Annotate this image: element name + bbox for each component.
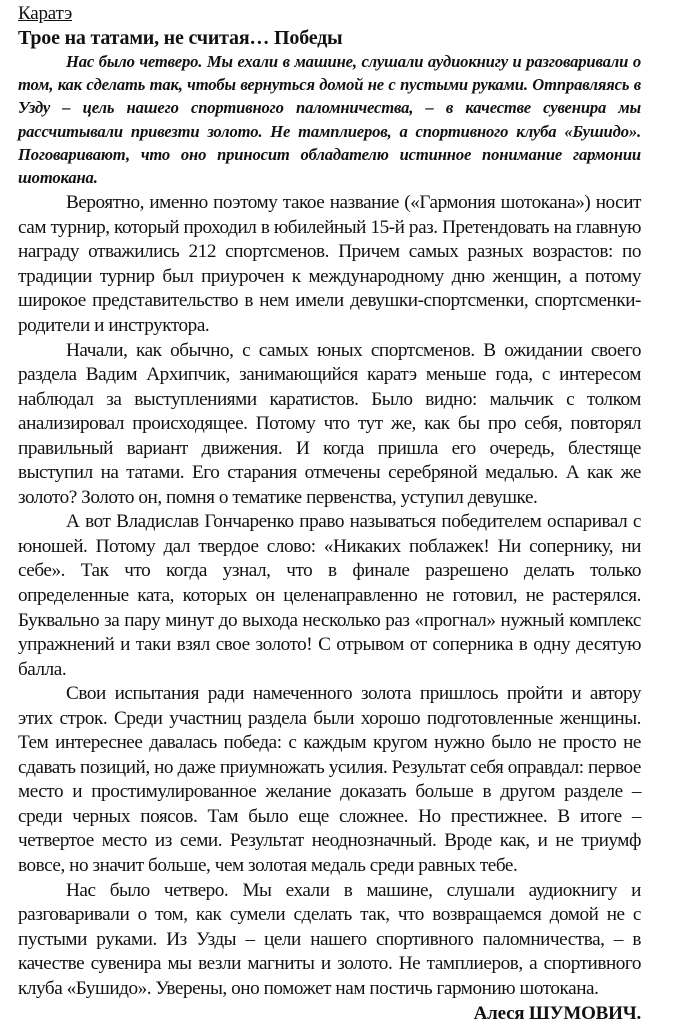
article [18, 0, 641, 1027]
article-lede: Нас было четверо. Мы ехали в машине, слушали аудиокнигу и разговаривали о том, как сделать так, чтобы вернуться домой не с пустыми руками. Отправляясь в Узду – цель нашего спортивного паломничества, – в качестве сувенира мы рассчитывали привезти золото. Не тамплиеров, а спортивного клуба «Бушидо». Поговаривают, что оно приносит обладателю истинное понимание гармонии шотокана. [18, 52, 641, 188]
article-paragraph: А вот Владислав Гончаренко право называться победителем оспаривал с юношей. Потому дал твердое слово: «Никаких поблажек! Ни сопернику, ни себе». Так что когда узнал, что в финале разрешено делать только определенные ката, которых он целенаправленно не готовил, не растерялся. Буквально за пару минут до выхода несколько раз «прогнал» нужный комплекс упражнений и таки взял свое золото! С отрывом от соперника в одну десятую балла. [18, 511, 641, 680]
article-title: Трое на татами, не считая… Победы [18, 27, 343, 49]
article-paragraph: Вероятно, именно поэтому такое название («Гармония шотокана») носит сам турнир, который проходил в юбилейный 15-й раз. Претендовать на главную награду отважились 212 спортсменов. Причем самых разных возрастов: по традиции турнир был приурочен к международному дню женщин, а потому широкое представительство в нем имели девушки-спортсменки, спортсменки-родители и инструктора. [18, 192, 641, 336]
author-signature: Алеся ШУМОВИЧ. [473, 1003, 641, 1025]
rubric-label: Каратэ [18, 3, 73, 24]
article-paragraph: Свои испытания ради намеченного золота пришлось пройти и автору этих строк. Среди участниц раздела были хорошо подготовленные женщины. Тем интереснее давалась победа: с каждым кругом нужно было не просто не сдавать позиций, но даже приумножать усилия. Результат себя оправдал: первое место и простимулированное желание доказать больше в другом разделе – среди черных поясов. Там было еще сложнее. Но престижнее. В итоге – четвертое место из семи. Результат неоднозначный. Вроде как, и не триумф вовсе, но значит больше, чем золотая медаль среди равных тебе. [18, 683, 641, 876]
article-paragraph: Начали, как обычно, с самых юных спортсменов. В ожидании своего раздела Вадим Архипчик, занимающийся каратэ меньше года, с интересом наблюдал за выступлениями каратистов. Было видно: мальчик с толком анализировал происходящее. Потому что тут же, как бы про себя, повторял правильный вариант движения. И когда пришла его очередь, блестяще выступил на татами. Его старания отмечены серебряной медалью. А как же золото? Золото он, помня о тематике первенства, уступил девушке. [18, 339, 641, 508]
article-paragraph: Нас было четверо. Мы ехали в машине, слушали аудиокнигу и разговаривали о том, как сумели сделать так, что возвращаемся домой не с пустыми руками. Из Узды – цели нашего спортивного паломничества, – в качестве сувенира мы везли магниты и золото. Не тамплиеров, а спортивного клуба «Бушидо». Уверены, оно поможет нам постичь гармонию шотокана. [18, 879, 641, 999]
